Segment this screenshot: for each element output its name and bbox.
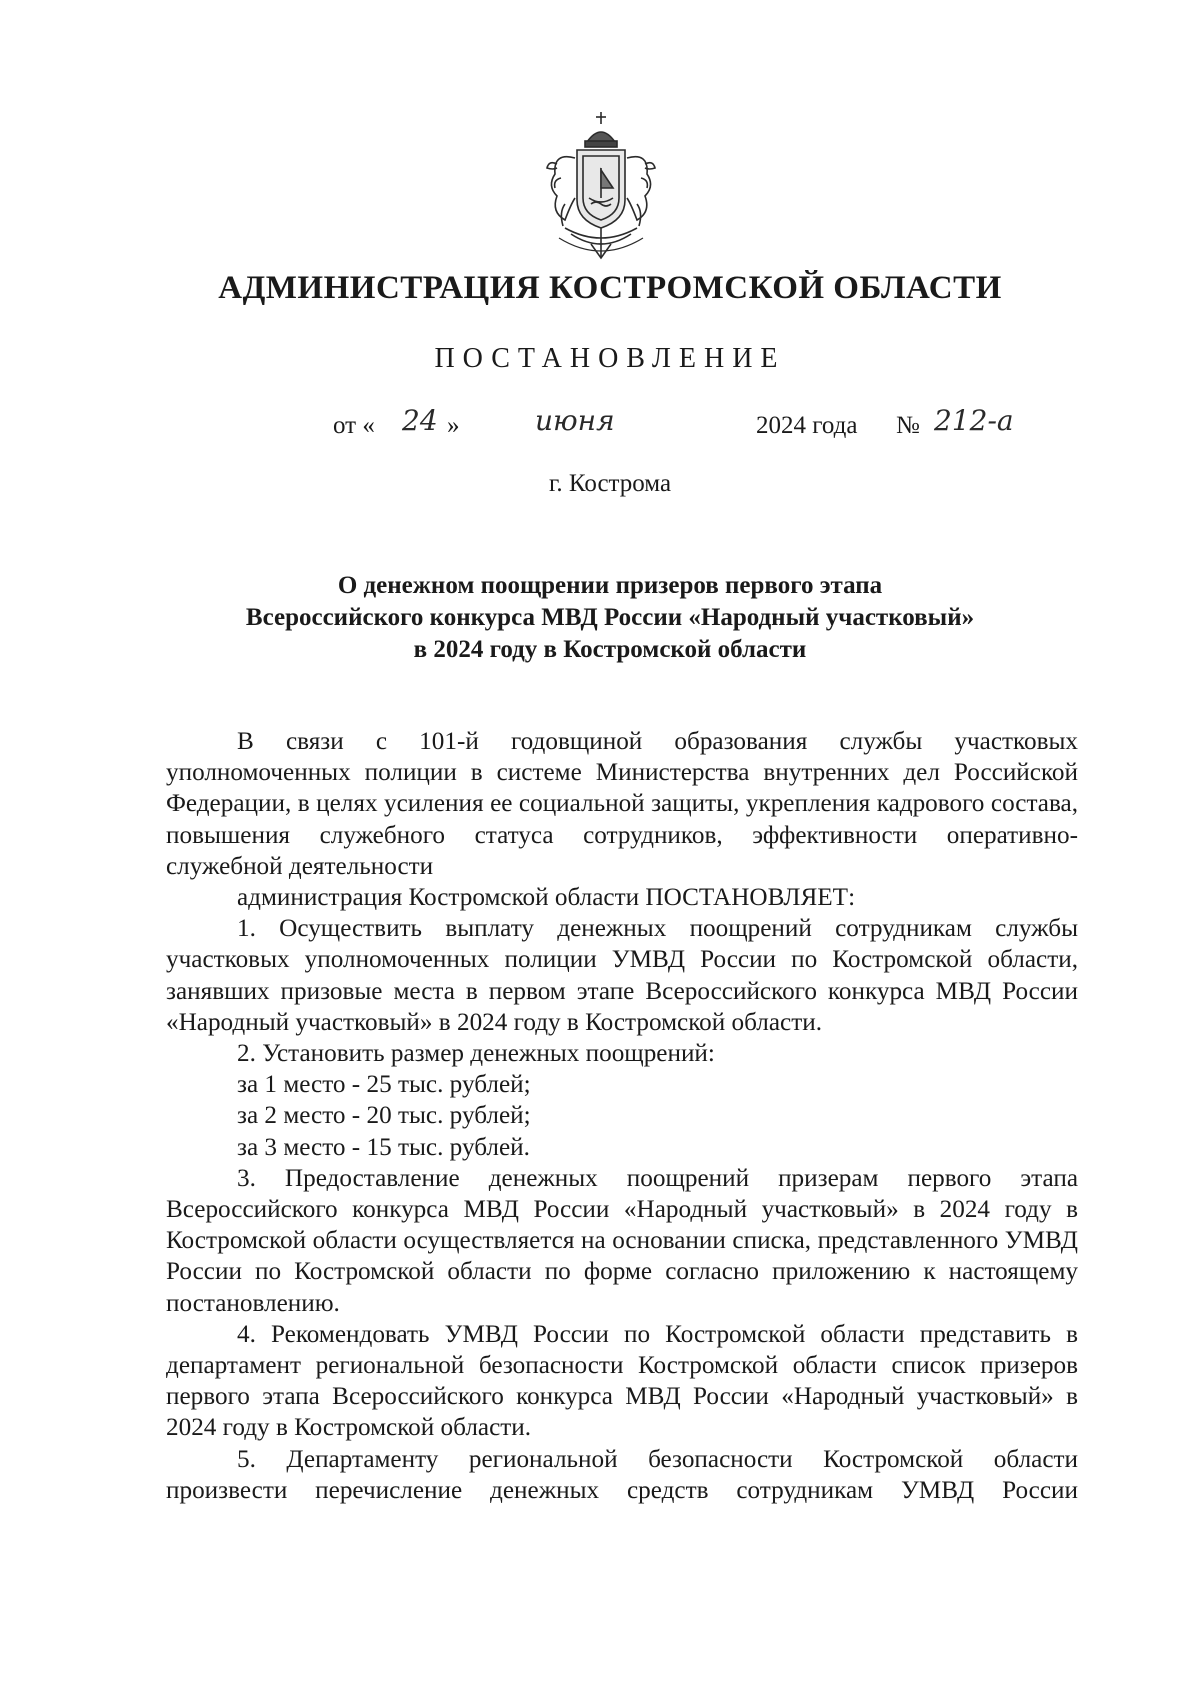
subject-line: Всероссийского конкурса МВД России «Народный участковый» <box>245 604 975 631</box>
city: г. Кострома <box>548 470 672 497</box>
paragraph-1: 1. Осуществить выплату денежных поощрений сотрудникам службы участковых уполномоченных полиции УМВД России по Костромской области, занявших призовые места в первом этапе Всероссийского конкурса МВД России «Народный участковый» в 2024 году в Костромской области. <box>166 915 1078 1036</box>
date-prefix: от « <box>333 412 375 439</box>
paragraph-decree: администрация Костромской области ПОСТАНОВЛЯЕТ: <box>237 884 856 912</box>
subject-line: О денежном поощрении призеров первого этапа <box>337 572 883 599</box>
date-day-close: » <box>447 412 460 439</box>
subject-line: в 2024 году в Костромской области <box>413 636 807 663</box>
date-day: 24 <box>402 404 438 437</box>
document-subject <box>150 570 1070 666</box>
document-body <box>166 726 1078 1506</box>
paragraph-5: 5. Департаменту региональной безопасности Костромской области произвести перечисление денежных средств сотрудникам УМВД России <box>166 1445 1078 1504</box>
paragraph-2: 2. Установить размер денежных поощрений: <box>237 1040 715 1068</box>
document-number: 212-а <box>934 404 1014 437</box>
document-type: ПОСТАНОВЛЕНИЕ <box>434 343 786 374</box>
number-sign: № <box>896 412 920 439</box>
date-line <box>0 404 1200 454</box>
date-month: июня <box>535 404 615 437</box>
paragraph-intro: В связи с 101-й годовщиной образования службы участковых уполномоченных полиции в системе Министерства внутренних дел Российской Федерации, в целях усиления ее социальной защиты, укрепления кадрового состава, повышения служебного статуса сотрудников, эффективности оперативно-служебной деятельности <box>166 728 1078 880</box>
list-item: за 2 место - 20 тыс. рублей; <box>237 1102 531 1130</box>
date-year: 2024 года <box>756 412 858 439</box>
paragraph-4: 4. Рекомендовать УМВД России по Костромской области представить в департамент региональной безопасности Костромской области список призеров первого этапа Всероссийского конкурса МВД России «Народный участковый» в 2024 году в Костромской области. <box>166 1320 1078 1442</box>
organization-title: АДМИНИСТРАЦИЯ КОСТРОМСКОЙ ОБЛАСТИ <box>218 270 1002 306</box>
list-item: за 3 место - 15 тыс. рублей. <box>237 1133 530 1161</box>
paragraph-3: 3. Предоставление денежных поощрений призерам первого этапа Всероссийского конкурса МВД России «Народный участковый» в 2024 году в Костромской области осуществляется на основании списка, представленного УМВД России по Костромской области по форме согласно приложению к настоящему постановлению. <box>166 1164 1078 1317</box>
coat-of-arms-icon <box>535 108 667 266</box>
list-item: за 1 место - 25 тыс. рублей; <box>237 1071 531 1099</box>
